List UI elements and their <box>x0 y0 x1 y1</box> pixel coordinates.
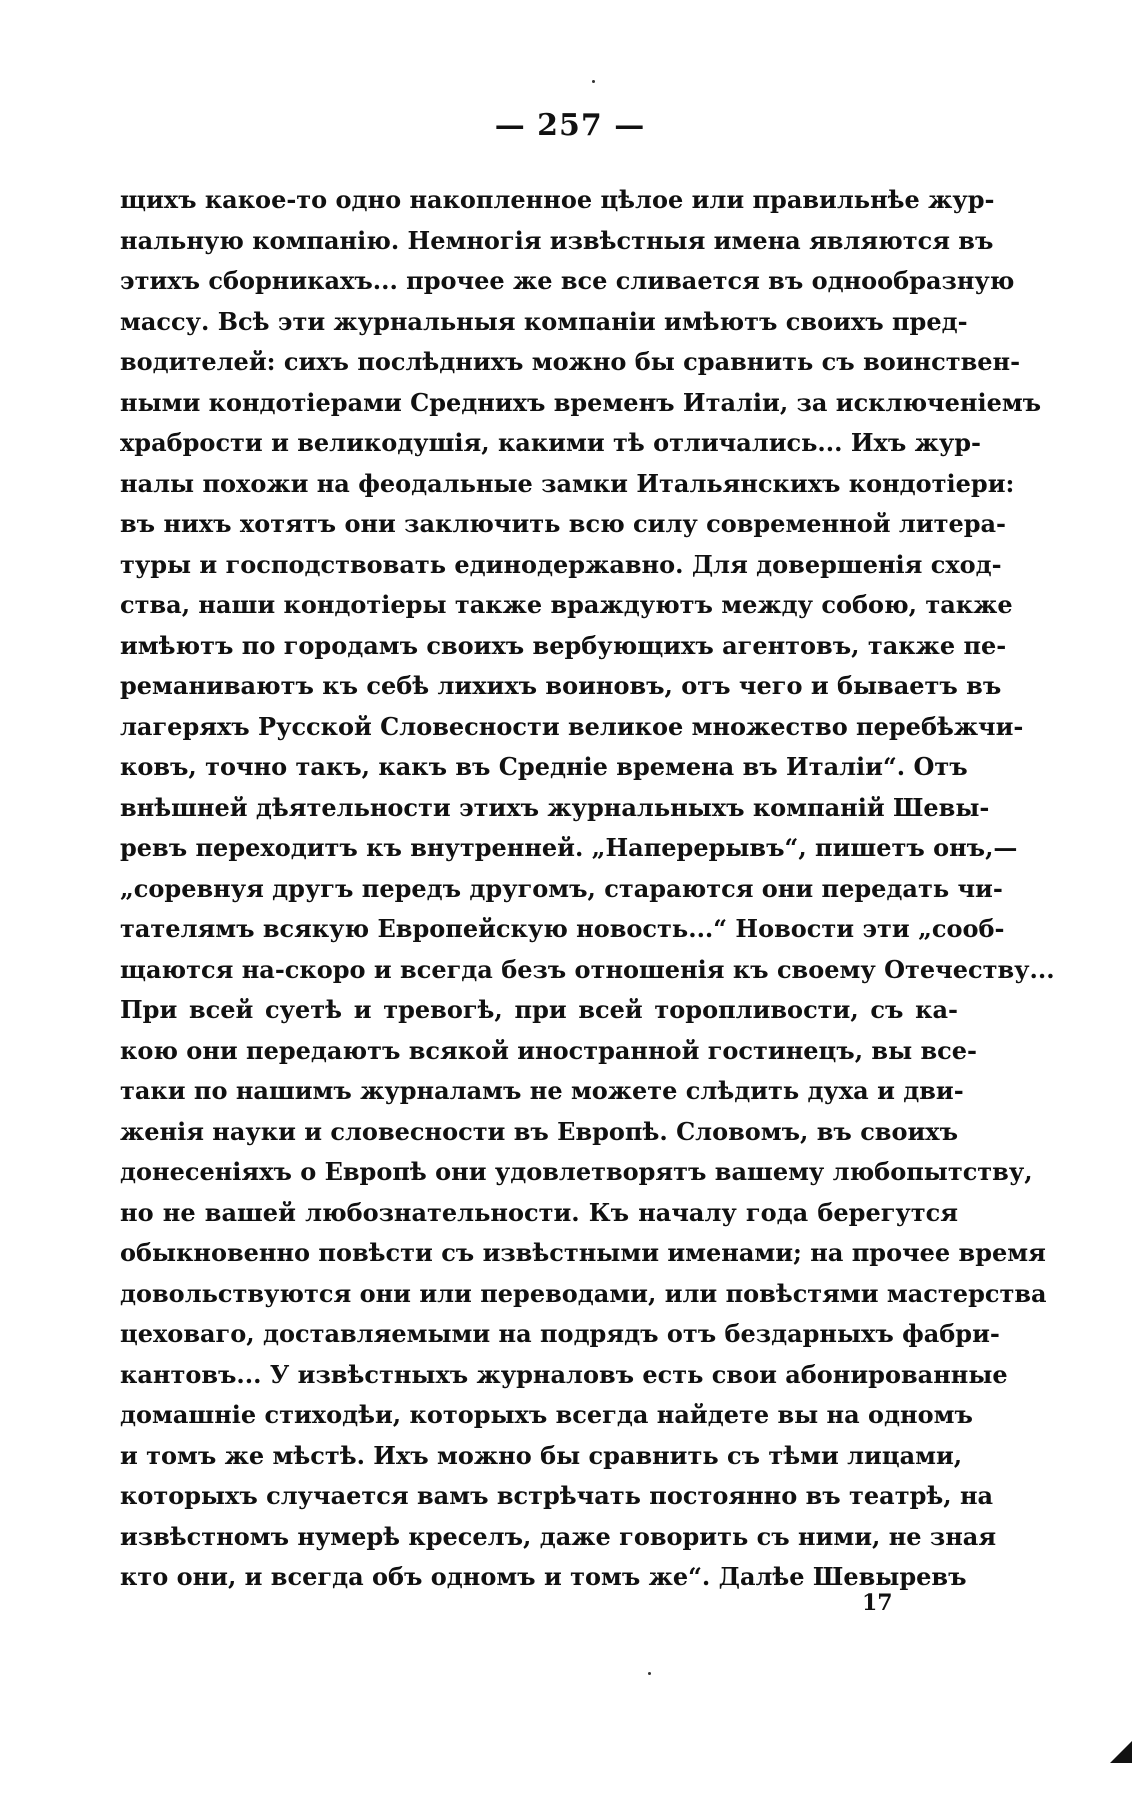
text-line-26: но не вашей любознательности. Къ началу года берегутся <box>120 1197 958 1227</box>
text-line-32: и томъ же мѣстѣ. Ихъ можно бы сравнить съ тѣми лицами, <box>120 1440 963 1470</box>
text-line-18: „соревнуя другъ передъ другомъ, стараются они передать чи- <box>120 873 1003 903</box>
text-line-30: кантовъ... У извѣстныхъ журналовъ есть свои абонированные <box>120 1359 1008 1389</box>
page-number: — 257 — <box>494 108 646 143</box>
text-line-29: цеховаго, доставляемыми на подрядъ отъ бездарныхъ фабри- <box>120 1319 1000 1348</box>
text-line-4: массу. Всѣ эти журнальныя компаніи имѣютъ своихъ пред- <box>120 306 968 336</box>
corner-triangle-icon <box>1110 1741 1132 1763</box>
text-line-7: храбрости и великодушія, какими тѣ отличались... Ихъ жур- <box>120 428 981 457</box>
text-line-16: внѣшней дѣятельности этихъ журнальныхъ компаній Шевы- <box>120 792 990 822</box>
text-line-33: которыхъ случается вамъ встрѣчать постоянно въ театрѣ, на <box>120 1481 994 1510</box>
text-line-31: домашніе стиходѣи, которыхъ всегда найдете вы на одномъ <box>120 1400 973 1429</box>
body-text <box>120 180 1055 1598</box>
text-line-9: въ нихъ хотятъ они заключить всю силу современной литера- <box>120 509 1007 538</box>
text-line-19: тателямъ всякую Европейскую новость...“ Новости эти „сооб- <box>120 914 1005 943</box>
text-line-35: кто они, и всегда объ одномъ и томъ же“. Далѣе Шевыревъ <box>120 1562 967 1591</box>
text-line-24: женія науки и словесности въ Европѣ. Словомъ, въ своихъ <box>120 1116 959 1146</box>
text-line-27: обыкновенно повѣсти съ извѣстными именами; на прочее время <box>120 1238 1046 1267</box>
text-line-25: донесеніяхъ о Европѣ они удовлетворятъ вашему любопытству, <box>120 1157 1033 1186</box>
text-line-11: ства, наши кондотіеры также враждуютъ между собою, также <box>120 590 1013 619</box>
text-line-15: ковъ, точно такъ, какъ въ Средніе времена въ Италіи“. Отъ <box>120 752 968 781</box>
text-line-34: извѣстномъ нумерѣ креселъ, даже говорить съ ними, не зная <box>120 1521 997 1551</box>
speck-mark <box>592 80 595 83</box>
text-line-5: водителей: сихъ послѣднихъ можно бы сравнить съ воинствен- <box>120 347 1021 376</box>
text-line-21: При всей суетѣ и тревогѣ, при всей торопливости, съ ка- <box>120 995 958 1024</box>
text-line-23: таки по нашимъ журналамъ не можете слѣдить духа и дви- <box>120 1076 964 1105</box>
signature-mark: 17 <box>862 1590 893 1616</box>
text-line-20: щаются на-скоро и всегда безъ отношенія къ своему Отечеству... <box>120 954 1055 984</box>
text-line-2: нальную компанію. Немногія извѣстныя имена являются въ <box>120 225 994 255</box>
text-line-6: ными кондотіерами Среднихъ временъ Италіи, за исключеніемъ <box>120 387 1042 417</box>
text-line-10: туры и господствовать единодержавно. Для довершенія сход- <box>120 549 1002 579</box>
speck-mark <box>648 1672 651 1675</box>
text-line-3: этихъ сборникахъ... прочее же все сливается въ однообразную <box>120 266 1015 295</box>
text-line-12: имѣютъ по городамъ своихъ вербующихъ агентовъ, также пе- <box>120 630 1007 660</box>
text-line-28: довольствуются они или переводами, или повѣстями мастерства <box>120 1278 1047 1308</box>
text-line-13: реманиваютъ къ себѣ лихихъ воиновъ, отъ чего и бываетъ въ <box>120 671 1002 700</box>
text-line-22: кою они передаютъ всякой иностранной гостинецъ, вы все- <box>120 1035 978 1065</box>
text-line-1: щихъ какое-то одно накопленное цѣлое или правильнѣе жур- <box>120 185 995 214</box>
text-line-8: налы похожи на феодальные замки Итальянскихъ кондотіери: <box>120 468 1015 498</box>
text-line-17: ревъ переходитъ къ внутренней. „Наперерывъ“, пишетъ онъ,— <box>120 833 1018 862</box>
text-line-14: лагеряхъ Русской Словесности великое множество перебѣжчи- <box>120 711 1024 741</box>
